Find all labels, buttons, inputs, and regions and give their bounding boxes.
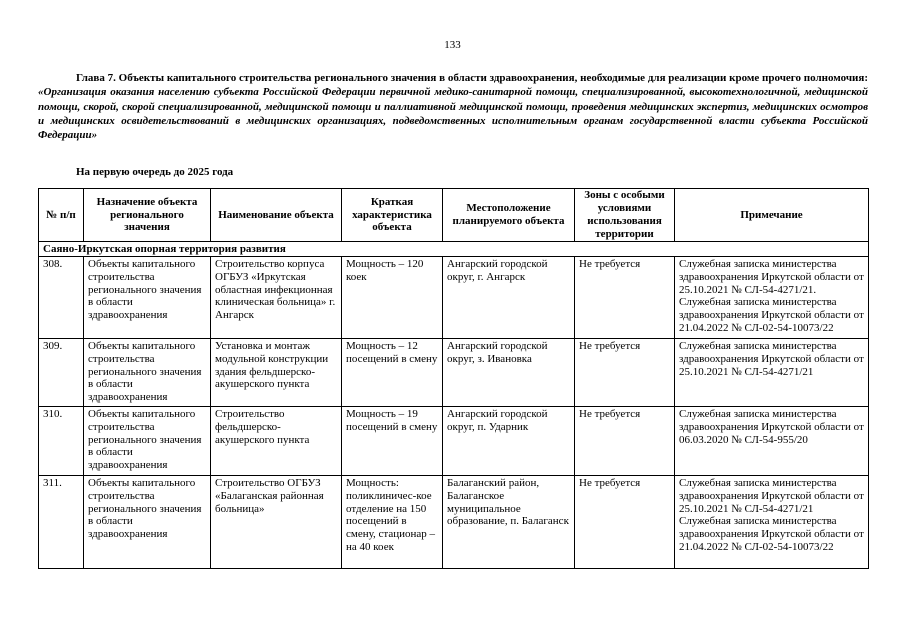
cell-characteristic: Мощность – 19 посещений в смену [342, 407, 443, 476]
cell-purpose: Объекты капитального строительства регионального значения в области здравоохранения [84, 339, 211, 407]
table-row [39, 407, 869, 476]
cell-zones: Не требуется [575, 257, 675, 339]
cell-name: Строительство корпуса ОГБУЗ «Иркутская областная инфекционная клиническая больница» г. Ангарск [211, 257, 342, 339]
cell-characteristic: Мощность – 120 коек [342, 257, 443, 339]
chapter-powers-quote: «Организация оказания населению субъекта Российской Федерации первичной медико-санитарной помощи, специализированной, высокотехнологичной, медицинской помощи, скорой, скорой специализированной, медицинской помощи и паллиативной медицинской помощи, проведения медицинских экспертиз, медицинских осмотров и медицинских освидетельствований в медицинских организациях, подведомственных исполнительным органам государственной власти субъекта Российской Федерации» [38, 86, 868, 142]
cell-number: 308. [39, 257, 84, 339]
cell-purpose: Объекты капитального строительства регионального значения в области здравоохранения [84, 407, 211, 476]
phase-subtitle: На первую очередь до 2025 года [76, 166, 234, 178]
cell-note: Служебная записка министерства здравоохранения Иркутской области от 06.03.2020 № СЛ-54-955/20 [675, 407, 869, 476]
header-location: Местоположение планируемого объекта [443, 189, 575, 242]
page-number: 133 [444, 39, 461, 51]
table-row [39, 476, 869, 569]
header-number: № п/п [39, 189, 84, 242]
table-header-row [39, 189, 869, 242]
header-note: Примечание [675, 189, 869, 242]
cell-number: 309. [39, 339, 84, 407]
objects-table [38, 188, 869, 569]
cell-name: Строительство ОГБУЗ «Балаганская районная больница» [211, 476, 342, 569]
cell-characteristic: Мощность: поликлиничес-кое отделение на 150 посещений в смену, стационар – на 40 коек [342, 476, 443, 569]
header-characteristic: Краткая характеристика объекта [342, 189, 443, 242]
cell-purpose: Объекты капитального строительства регионального значения в области здравоохранения [84, 257, 211, 339]
cell-name: Установка и монтаж модульной конструкции здания фельдшерско-акушерского пункта [211, 339, 342, 407]
region-title: Саяно-Иркутская опорная территория развития [39, 242, 869, 257]
cell-location: Балаганский район, Балаганское муниципальное образование, п. Балаганск [443, 476, 575, 569]
cell-zones: Не требуется [575, 339, 675, 407]
table-row [39, 339, 869, 407]
cell-location: Ангарский городской округ, п. Ударник [443, 407, 575, 476]
cell-note: Служебная записка министерства здравоохранения Иркутской области от 25.10.2021 № СЛ-54-4271/21 [675, 339, 869, 407]
cell-note: Служебная записка министерства здравоохранения Иркутской области от 25.10.2021 № СЛ-54-4271/21. Служебная записка министерства здравоохранения Иркутской области от 21.04.2022 № СЛ-02-54-10073/22 [675, 257, 869, 339]
header-zones: Зоны с особыми условиями использования территории [575, 189, 675, 242]
cell-name: Строительство фельдшерско-акушерского пункта [211, 407, 342, 476]
cell-purpose: Объекты капитального строительства регионального значения в области здравоохранения [84, 476, 211, 569]
chapter-title: Глава 7. Объекты капитального строительства регионального значения в области здравоохранения, необходимые для реализации кроме прочего полномочия: [76, 72, 868, 84]
chapter-heading [38, 71, 868, 142]
header-purpose: Назначение объекта регионального значения [84, 189, 211, 242]
cell-note: Служебная записка министерства здравоохранения Иркутской области от 25.10.2021 № СЛ-54-4271/21 Служебная записка министерства здравоохранения Иркутской области от 21.04.2022 № СЛ-02-54-10073/22 [675, 476, 869, 569]
cell-number: 311. [39, 476, 84, 569]
cell-location: Ангарский городской округ, г. Ангарск [443, 257, 575, 339]
cell-zones: Не требуется [575, 476, 675, 569]
region-row [39, 242, 869, 257]
table-row [39, 257, 869, 339]
header-name: Наименование объекта [211, 189, 342, 242]
cell-location: Ангарский городской округ, з. Ивановка [443, 339, 575, 407]
cell-zones: Не требуется [575, 407, 675, 476]
cell-number: 310. [39, 407, 84, 476]
cell-characteristic: Мощность – 12 посещений в смену [342, 339, 443, 407]
